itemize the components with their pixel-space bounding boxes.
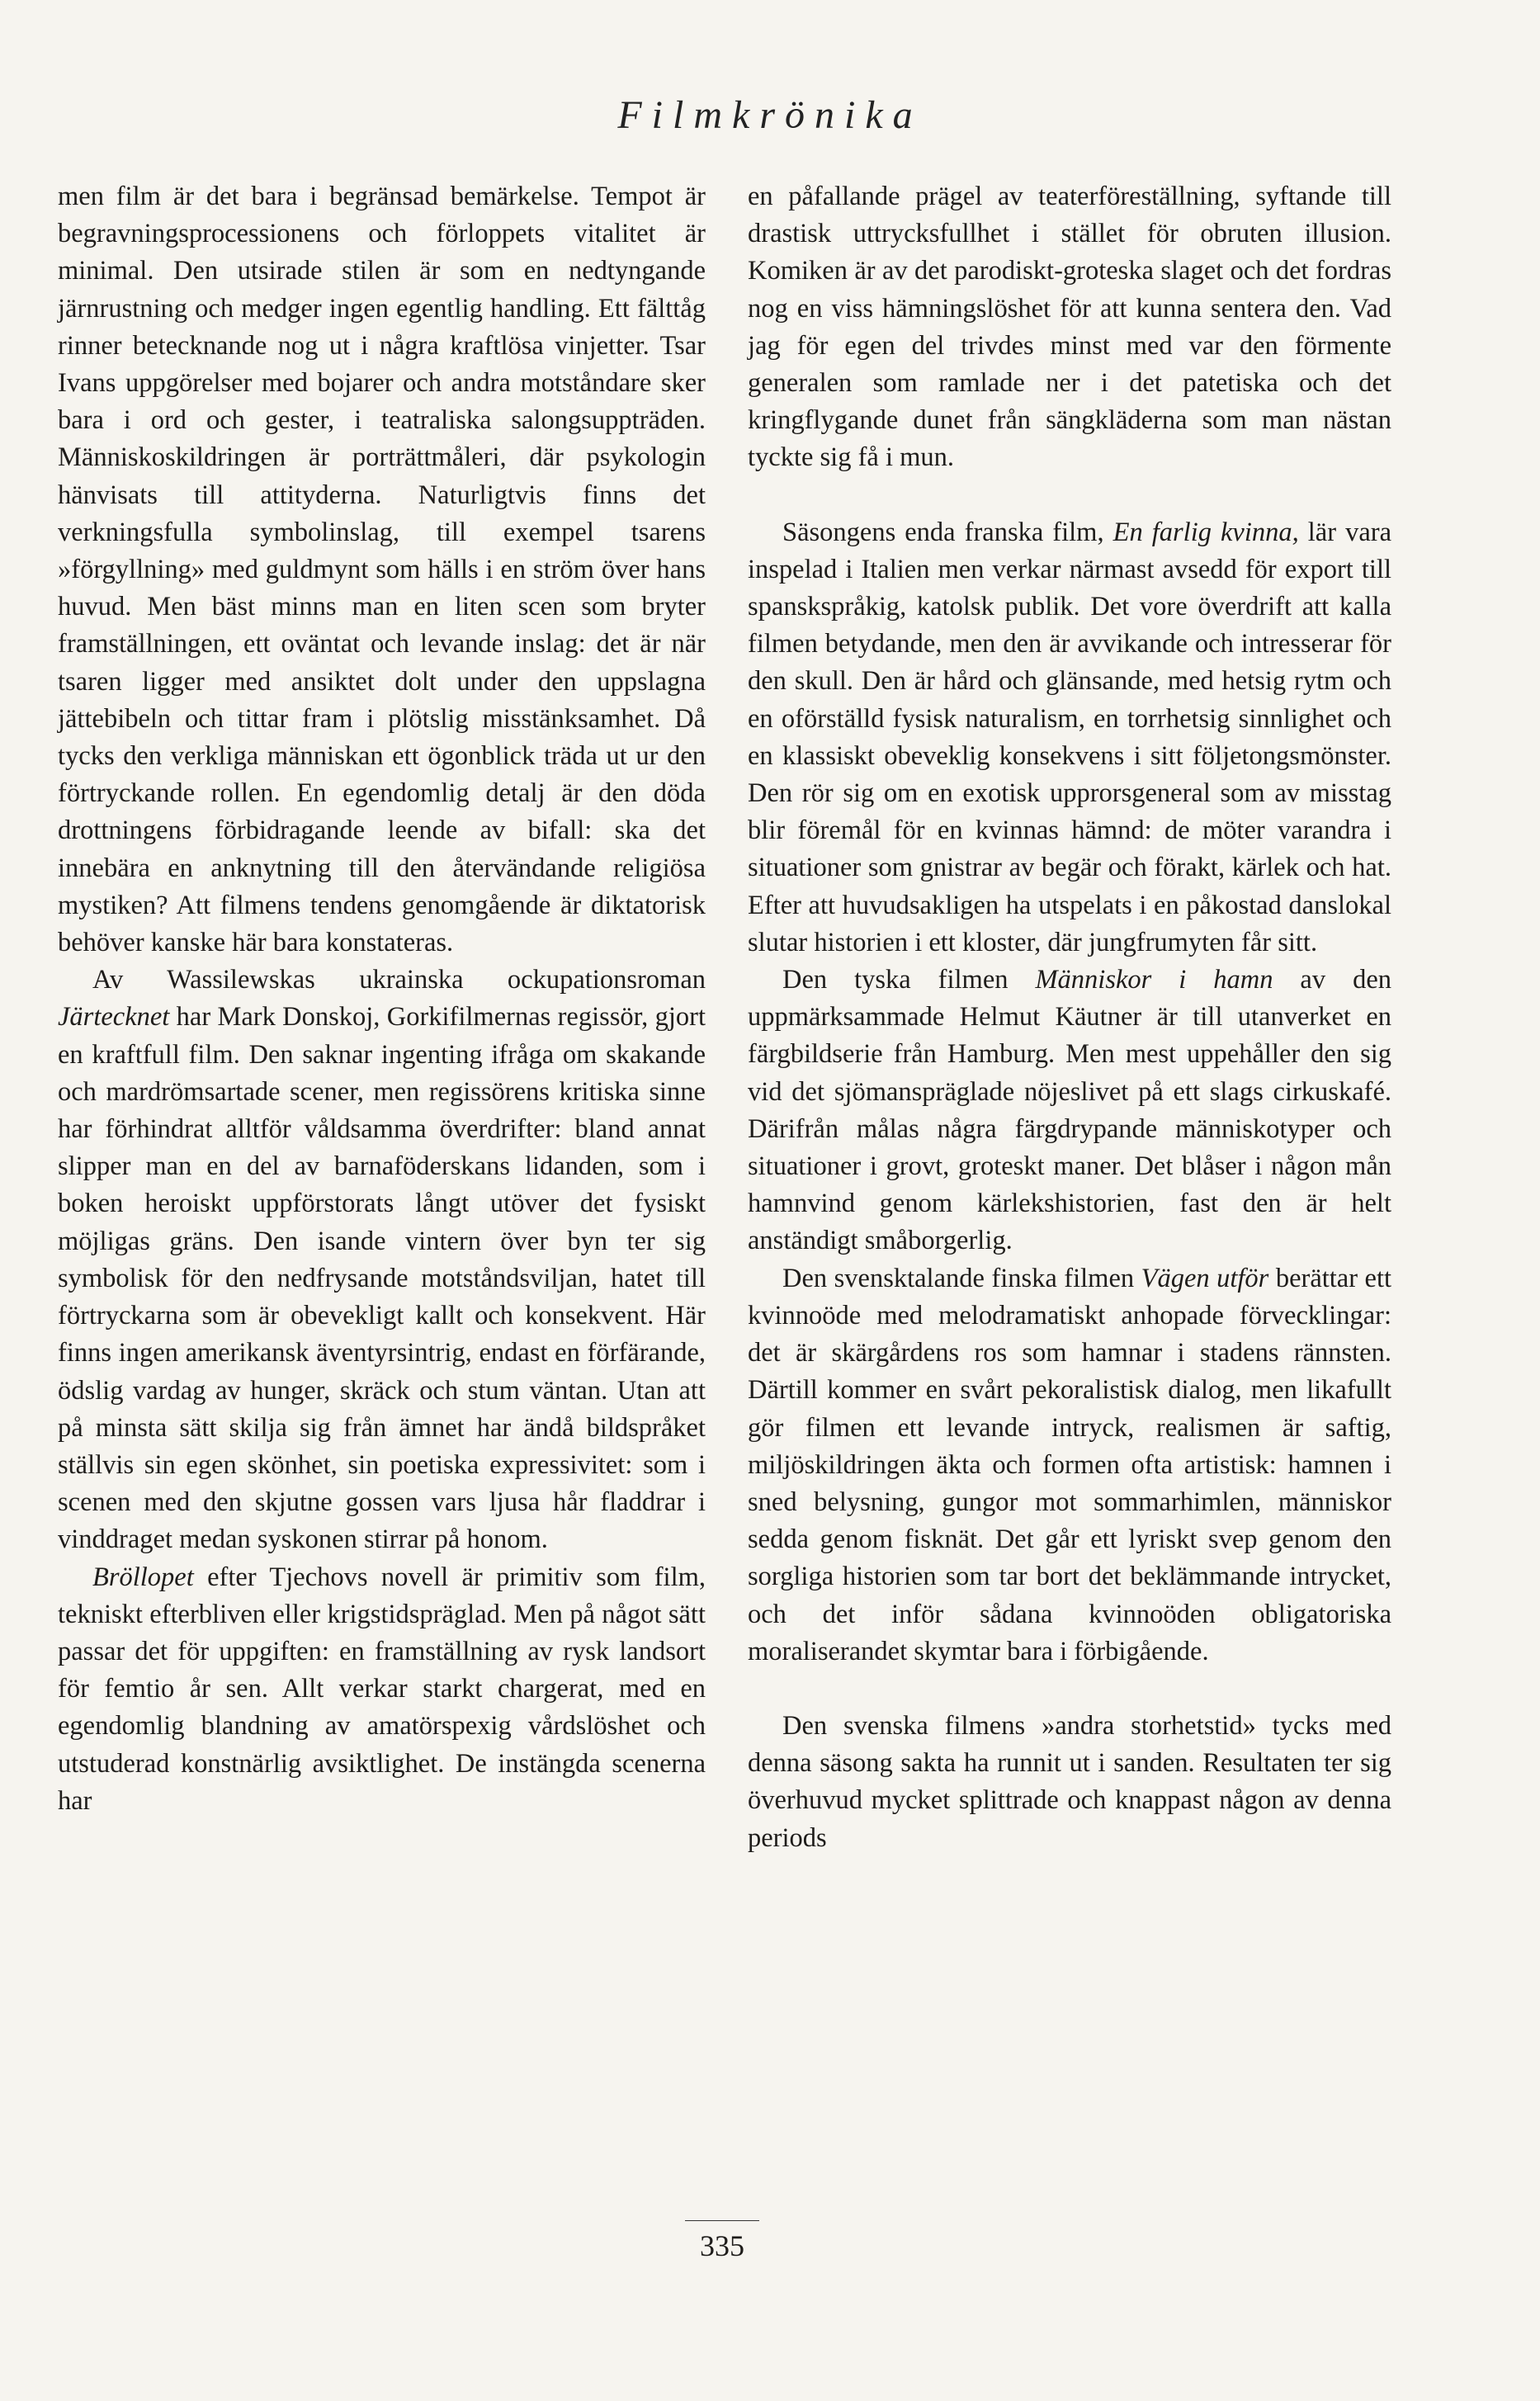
paragraph: Den svenska filmens »andra storhetstid» tycks med denna säsong sakta ha runnit ut i sanden. Resultaten ter sig överhuvud mycket splittrade och knappast någon av denna periods [748, 1710, 1391, 1853]
film-title: Vägen utför [1141, 1263, 1269, 1293]
paragraph [748, 514, 1391, 962]
left-column [58, 178, 706, 1820]
right-column [748, 178, 1391, 1857]
paragraph-text: lär vara inspelad i Italien men verkar närmast avsedd för export till spanskspråkig, katolsk publik. Det vore överdrift att kalla filmen betydande, men den är avvikande och intresserar för den skull. Den är hård och glänsande, med hetsig rytm och en oförställd fysisk naturalism, en torrhetsig sinnlighet och en klassiskt obeveklig konsekvens i sitt följetongsmönster. Den rör sig om en exotisk upprorsgeneral som av misstag blir föremål för en kvinnas hämnd: de möter varandra i situationer som gnistrar av begär och förakt, kärlek och hat. Efter att huvudsakligen ha utspelats i en påkostad danslokal slutar historien i ett kloster, där jungfrumyten får sitt. [748, 517, 1391, 957]
footer-divider [685, 2220, 759, 2221]
paragraph: men film är det bara i begränsad bemärkelse. Tempot är begravningsprocessionens och förloppets vitalitet är minimal. Den utsirade stilen är som en nedtyngande järnrustning och medger ingen egentlig handling. Ett fälttåg rinner betecknande nog ut i några kraftlösa vinjetter. Tsar Ivans uppgörelser med bojarer och andra motståndare sker bara i ord och gester, i teatraliska salongsuppträden. Människoskildringen är porträttmåleri, där psykologin hänvisats till attityderna. Naturligtvis finns det verkningsfulla symbolinslag, till exempel tsarens »förgyllning» med guldmynt som hälls i en ström över hans huvud. Men bäst minns man en liten scen som bryter framställningen, ett oväntat och levande inslag: det är när tsaren ligger med ansiktet dolt under den uppslagna jättebibeln och tittar fram i plötslig misstänksamhet. Då tycks den verkliga människan ett ögonblick träda ut ur den förtryckande rollen. En egendomlig detalj är den döda drottningens förbidragande leende av bifall: ska det innebära en anknytning till den återvändande religiösa mystiken? Att filmens tendens genomgående är diktatorisk behöver kanske här bara konstateras. [58, 182, 706, 958]
paragraph-text: Den tyska filmen [782, 965, 1036, 995]
film-title: Järtecknet [58, 1002, 170, 1033]
film-title: Bröllopet [92, 1562, 194, 1592]
film-title: Människor i hamn [1035, 965, 1273, 995]
paragraph-text: Av Wassilewskas ukrainska ockupationsroman [92, 965, 706, 995]
paragraph [58, 1559, 706, 1820]
page-number: 335 [700, 2229, 744, 2262]
paragraph [748, 962, 1391, 1260]
paragraph-text: Säsongens enda franska film, [782, 517, 1113, 547]
paragraph [58, 962, 706, 1558]
paragraph: en påfallande prägel av teaterföreställning, syftande till drastisk uttrycksfullhet i stället för obruten illusion. Komiken är av det parodiskt-groteska slaget och det fordras nog en viss hämningslöshet för att kunna sentera den. Vad jag för egen del trivdes minst med var den förmente generalen som ramlade ner i det patetiska och det kringflygande dunet från sängkläderna som man nästan tyckte sig få i mun. [748, 182, 1391, 473]
paragraph-text: har Mark Donskoj, Gorkifilmernas regissör, gjort en kraftfull film. Den saknar ingenting ifråga om skakande och mardrömsartade scener, men regissörens kritiska sinne har förhindrat alltför våldsamma överdrifter: bland annat slipper man en del av barnaföderskans lidanden, som i boken heroiskt uppförstorats långt utöver det fysiskt möjligas gräns. Den isande vintern över byn ter sig symbolisk för den nedfrysande motståndsviljan, hatet till förtryckarna som är obevekligt kallt och konsekvent. Här finns ingen amerikansk äventyrsintrig, endast en förfärande, ödslig vardag av hunger, skräck och stum väntan. Utan att på minsta sätt skilja sig från ämnet har ändå bildspråket ställvis sin egen skönhet, sin poetiska expressivitet: som i scenen med den skjutne gossen vars ljusa hår fladdrar i vinddraget medan syskonen stirrar på honom. [58, 1002, 706, 1555]
paragraph-text: berättar ett kvinnoöde med melodramatiskt anhopade förvecklingar: det är skärgårdens ros som hamnar i stadens rännsten. Därtill kommer en svårt pekoralistisk dialog, men likafullt gör filmen ett levande intryck, realismen är saftig, miljöskildringen äkta och formen ofta artistisk: hamnen i sned belysning, gungor mot sommarhimlen, människor sedda genom fisknät. Det går ett lyriskt svep genom den sorgliga historien som tar bort det beklämmande intrycket, och det inför sådana kvinnoöden obligatoriska moraliserandet skymtar bara i förbigående. [748, 1263, 1392, 1666]
page-header-title: Filmkrönika [617, 93, 923, 137]
film-title: En farlig kvinna, [1112, 517, 1299, 547]
paragraph [748, 1260, 1391, 1671]
paragraph-text: Den svensktalande finska filmen [782, 1263, 1141, 1293]
paragraph-text: efter Tjechovs novell är primitiv som film, tekniskt efterbliven eller krigstidspräglad. Men på något sätt passar det för uppgiften: en framställning av rysk landsort för femtio år sen. Allt verkar starkt chargerat, med en egendomlig blandning av amatörspexig vårdslöshet och utstuderad konstnärlig avsiktlighet. De instängda scenerna har [58, 1562, 706, 1816]
paragraph-text: av den uppmärksammade Helmut Käutner är till utanverket en färgbildserie från Hamburg. Men mest uppehåller den sig vid det sjömanspräglade nöjeslivet på ett slags cirkuskafé. Därifrån målas några färgdrypande människotyper och situationer i grovt, groteskt maner. Det blåser i någon mån hamnvind genom kärlekshistorien, fast den är helt anständigt småborgerlig. [748, 965, 1391, 1256]
